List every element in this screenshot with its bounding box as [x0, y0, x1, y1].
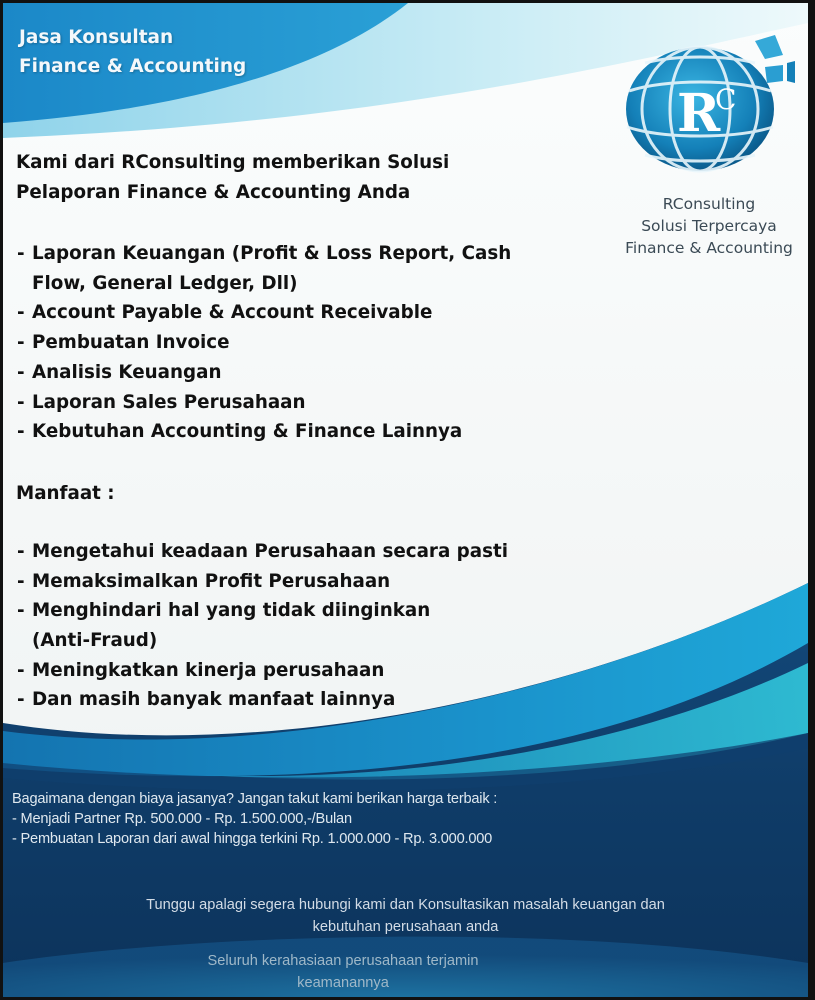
assurance-line1: Seluruh kerahasiaan perusahaan terjamin — [207, 953, 479, 969]
service-item-text: Account Payable & Account Receivable — [32, 302, 433, 324]
intro-text — [16, 148, 511, 208]
cta-line1: Tunggu apalagi segera hubungi kami dan Konsultasikan masalah keuangan dan — [146, 897, 665, 913]
service-item — [16, 239, 511, 298]
service-item — [16, 417, 511, 447]
header-title-line2: Finance & Accounting — [19, 56, 247, 77]
benefit-item — [16, 567, 511, 597]
header-title — [19, 23, 246, 81]
header-title-line1: Jasa Konsultan — [19, 27, 174, 48]
benefit-item-text: Dan masih banyak manfaat lainnya — [32, 689, 396, 711]
benefits-heading: Manfaat : — [16, 482, 115, 504]
call-to-action — [3, 894, 808, 938]
svg-text:C: C — [715, 83, 737, 116]
service-item — [16, 388, 511, 418]
service-item-text: Laporan Sales Perusahaan — [32, 391, 306, 413]
benefits-list — [16, 537, 511, 715]
pricing-item-partner: - Menjadi Partner Rp. 500.000 - Rp. 1.500.000,-/Bulan — [12, 811, 352, 827]
confidentiality-note — [143, 950, 543, 994]
globe-rc-logo-icon — [615, 31, 805, 181]
svg-text:R: R — [677, 83, 721, 144]
benefit-item-text: Memaksimalkan Profit Perusahaan — [32, 570, 391, 592]
benefit-item — [16, 685, 511, 715]
benefit-item-text: Menghindari hal yang tidak diinginkan — [32, 600, 431, 622]
service-item-text-continued: Flow, General Ledger, Dll) — [32, 272, 298, 294]
pricing-item-report: - Pembuatan Laporan dari awal hingga terkini Rp. 1.000.000 - Rp. 3.000.000 — [12, 831, 493, 847]
cta-line2: kebutuhan perusahaan anda — [312, 919, 499, 935]
benefit-item — [16, 596, 511, 655]
service-item — [16, 328, 511, 358]
service-item — [16, 298, 511, 328]
services-list — [16, 239, 511, 447]
logo-tagline: Solusi Terpercaya — [641, 217, 777, 235]
poster — [3, 3, 808, 997]
assurance-line2: keamanannya — [297, 975, 389, 991]
logo-caption — [603, 193, 808, 259]
service-item-text: Laporan Keuangan (Profit & Loss Report, Cash — [32, 243, 512, 264]
service-item-text: Pembuatan Invoice — [32, 332, 230, 354]
pricing-section — [12, 789, 497, 849]
service-item-text: Kebutuhan Accounting & Finance Lainnya — [32, 421, 463, 443]
intro-line1: Kami dari RConsulting memberikan Solusi — [16, 152, 450, 173]
intro-line2: Pelaporan Finance & Accounting Anda — [16, 182, 411, 203]
benefit-item — [16, 537, 511, 567]
service-item — [16, 358, 511, 388]
service-item-text: Analisis Keuangan — [32, 361, 222, 383]
benefit-item-text: Mengetahui keadaan Perusahaan secara pasti — [32, 540, 508, 562]
logo-brand-name: RConsulting — [662, 195, 756, 213]
pricing-question: Bagaimana dengan biaya jasanya? Jangan takut kami berikan harga terbaik : — [12, 791, 498, 807]
benefit-item-text-continued: (Anti-Fraud) — [32, 630, 158, 652]
main-content — [16, 148, 511, 715]
benefit-item — [16, 656, 511, 686]
benefit-item-text: Meningkatkan kinerja perusahaan — [32, 659, 385, 681]
logo-subtitle: Finance & Accounting — [625, 239, 793, 257]
